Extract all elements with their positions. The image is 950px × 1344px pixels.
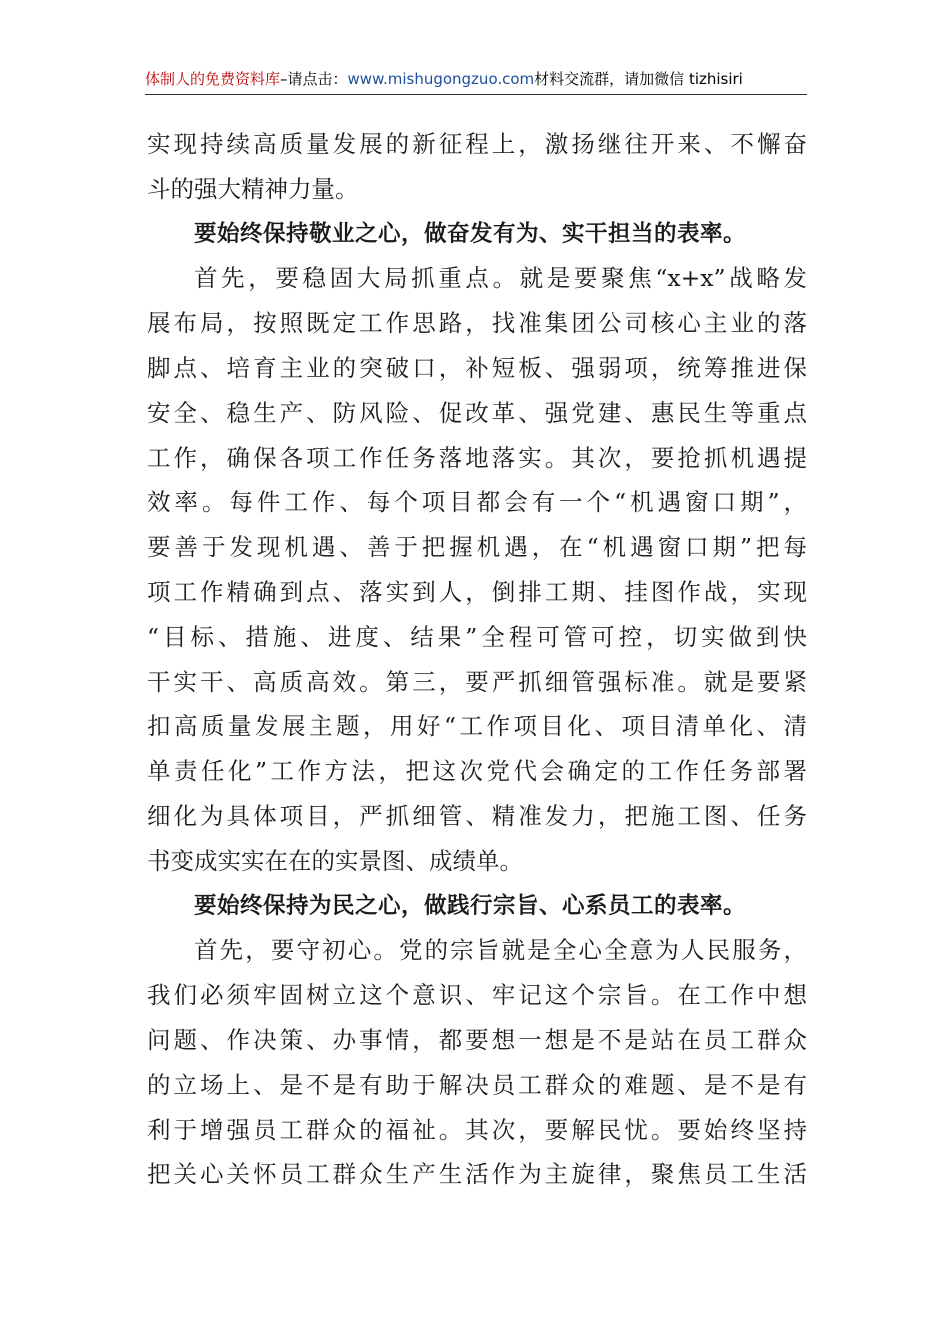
text-line: 安全、稳生产、防风险、促改革、强党建、惠民生等重点 <box>147 398 807 427</box>
header-prompt: –请点击： <box>280 70 348 88</box>
text-line: 我们必须牢固树立这个意识、牢记这个宗旨。在工作中想 <box>147 981 807 1010</box>
section-heading: 要始终保持敬业之心，做奋发有为、实干担当的表率。 <box>194 220 747 247</box>
text-line: 斗的强大精神力量。 <box>147 174 359 203</box>
text-line: 首先，要守初心。党的宗旨就是全心全意为人民服务， <box>194 936 807 965</box>
header-library-name: 体制人的免费资料库 <box>145 70 281 88</box>
text-line: 项工作精确到点、落实到人，倒排工期、挂图作战，实现 <box>147 577 807 606</box>
text-line: 要善于发现机遇、善于把握机遇，在“机遇窗口期”把每 <box>147 533 807 562</box>
text-line: 实现持续高质量发展的新征程上，激扬继往开来、不懈奋 <box>147 130 807 158</box>
text-line: 展布局，按照既定工作思路，找准集团公司核心主业的落 <box>147 309 807 338</box>
text-line: 细化为具体项目，严抓细管、精准发力，把施工图、任务 <box>147 801 807 830</box>
text-line: 工作，确保各项工作任务落地落实。其次，要抢抓机遇提 <box>147 443 807 472</box>
header-url-link[interactable]: www.mishugongzuo.com <box>347 70 535 88</box>
text-line: 首先，要稳固大局抓重点。就是要聚焦“x+x”战略发 <box>194 264 807 293</box>
text-line: 利于增强员工群众的福祉。其次，要解民忧。要始终坚持 <box>147 1115 807 1144</box>
text-line: 扣高质量发展主题，用好“工作项目化、项目清单化、清 <box>147 712 807 741</box>
text-line: 把关心关怀员工群众生产生活作为主旋律，聚焦员工生活 <box>147 1160 807 1189</box>
text-line: 效率。每件工作、每个项目都会有一个“机遇窗口期”， <box>147 488 807 517</box>
text-line: 书变成实实在在的实景图、成绩单。 <box>147 846 523 875</box>
header-contact-text: 材料交流群，请加微信 tizhisiri <box>534 70 743 88</box>
text-line: 干实干、高质高效。第三，要严抓细管强标准。就是要紧 <box>147 667 807 696</box>
text-line: “目标、措施、进度、结果”全程可管可控，切实做到快 <box>147 622 807 651</box>
page-header <box>145 64 807 95</box>
text-line: 问题、作决策、办事情，都要想一想是不是站在员工群众 <box>147 1025 807 1054</box>
text-line: 单责任化”工作方法，把这次党代会确定的工作任务部署 <box>147 757 807 786</box>
text-line: 脚点、培育主业的突破口，补短板、强弱项，统筹推进保 <box>147 353 807 382</box>
document-body <box>147 122 807 1197</box>
section-heading: 要始终保持为民之心，做践行宗旨、心系员工的表率。 <box>194 892 747 919</box>
text-line: 的立场上、是不是有助于解决员工群众的难题、是不是有 <box>147 1070 807 1099</box>
